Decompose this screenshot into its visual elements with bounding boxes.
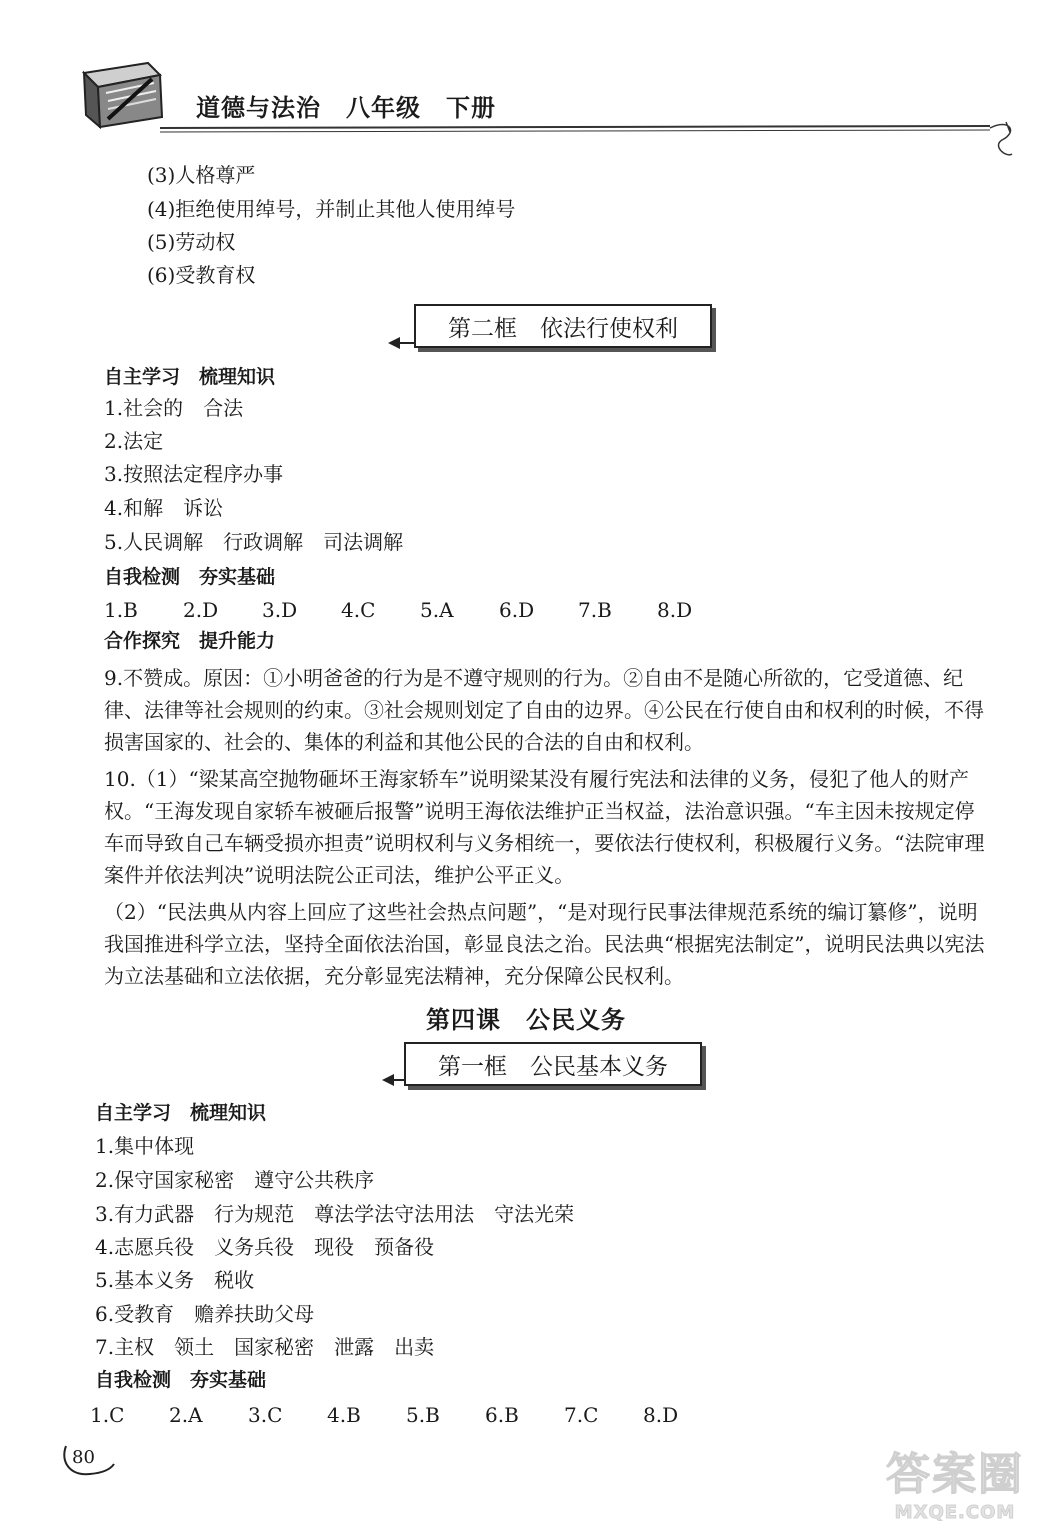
frame-arrow: [392, 1079, 406, 1081]
header-rule: [160, 118, 1030, 164]
answer-item: 7.C: [564, 1403, 599, 1427]
answer-paragraph-q10-part1: 10.（1）“梁某高空抛物砸坏王海家轿车”说明梁某没有履行宪法和法律的义务，侵犯了他人的财产权。“王海发现自家轿车被砸后报警”说明王海依法维护正当权益，法治意识强。“车主因未按规定停车而导致自己车辆受损亦担责”说明权利与义务相统一，要依法行使权利，积极履行义务。“法院审理案件并依法判决”说明法院公正司法，维护公平正义。: [104, 767, 985, 887]
watermark-url: MXQE.COM: [894, 1502, 1016, 1523]
arrow-head-icon: [388, 337, 400, 349]
answer-item: 5.A: [420, 598, 454, 622]
list-item: 3.按照法定程序办事: [104, 462, 284, 486]
answer-item: 1.B: [104, 598, 138, 622]
list-item: 4.志愿兵役 义务兵役 现役 预备役: [95, 1235, 435, 1259]
list-item: 5.基本义务 税收: [95, 1268, 255, 1292]
answer-row: [104, 597, 736, 623]
list-item: (4)拒绝使用绰号，并制止其他人使用绰号: [147, 197, 516, 221]
list-item: 1.集中体现: [95, 1134, 195, 1158]
answer-item: 4.B: [327, 1403, 361, 1427]
section-frame-title: 第二框 依法行使权利: [414, 304, 712, 348]
list-item: 2.法定: [104, 429, 164, 453]
answer-item: 8.D: [643, 1403, 679, 1427]
answer-item: 6.D: [499, 598, 535, 622]
list-item: 1.社会的 合法: [104, 396, 244, 420]
answer-item: 2.D: [183, 598, 219, 622]
section-heading: 合作探究 提升能力: [104, 630, 276, 652]
section-heading: 自主学习 梳理知识: [95, 1102, 267, 1124]
answer-item: 5.B: [406, 1403, 440, 1427]
lesson-title: 第四课 公民义务: [426, 1005, 626, 1034]
answer-row: [90, 1402, 722, 1428]
frame-arrow: [398, 342, 416, 344]
answer-item: 6.B: [485, 1403, 519, 1427]
book-icon: [78, 55, 164, 131]
answer-item: 7.B: [578, 598, 612, 622]
arrow-head-icon: [382, 1074, 394, 1086]
watermark-logo: [880, 1438, 1030, 1530]
answer-paragraph-q9: 9.不赞成。原因：①小明爸爸的行为是不遵守规则的行为。②自由不是随心所欲的，它受道德、纪律、法律等社会规则的约束。③社会规则划定了自由的边界。④公民在行使自由和权利的时候，不得损害国家的、社会的、集体的利益和其他公民的合法的自由和权利。: [104, 666, 984, 754]
list-item: (5)劳动权: [147, 230, 236, 254]
section-heading: 自我检测 夯实基础: [104, 566, 276, 588]
list-item: (3)人格尊严: [147, 163, 256, 187]
watermark-text: 答案圈: [886, 1449, 1024, 1500]
book-logo: [78, 55, 164, 131]
section-heading: 自我检测 夯实基础: [95, 1369, 267, 1391]
section-frame-title: 第一框 公民基本义务: [404, 1042, 702, 1086]
answer-paragraph-q10-part2: （2）“民法典从内容上回应了这些社会热点问题”，“是对现行民事法律规范系统的编订纂修”，说明我国推进科学立法，坚持全面依法治国，彰显良法之治。民法典“根据宪法制定”，说明民法典以宪法为立法基础和立法依据，充分彰显宪法精神，充分保障公民权利。: [104, 900, 985, 988]
list-item: 3.有力武器 行为规范 尊法学法守法用法 守法光荣: [95, 1202, 575, 1226]
list-item: 5.人民调解 行政调解 司法调解: [104, 530, 404, 554]
answer-item: 3.D: [262, 598, 298, 622]
answer-item: 4.C: [341, 598, 376, 622]
page-number: 80: [72, 1447, 95, 1468]
list-item: 2.保守国家秘密 遵守公共秩序: [95, 1168, 375, 1192]
list-item: 6.受教育 赡养扶助父母: [95, 1302, 315, 1326]
answer-item: 8.D: [657, 598, 693, 622]
list-item: (6)受教育权: [147, 263, 256, 287]
header-title: 道德与法治 八年级 下册: [196, 93, 496, 122]
answer-item: 3.C: [248, 1403, 283, 1427]
answer-item: 1.C: [90, 1403, 125, 1427]
section-heading: 自主学习 梳理知识: [104, 366, 276, 388]
answer-item: 2.A: [169, 1403, 203, 1427]
list-item: 4.和解 诉讼: [104, 496, 224, 520]
list-item: 7.主权 领土 国家秘密 泄露 出卖: [95, 1335, 435, 1359]
